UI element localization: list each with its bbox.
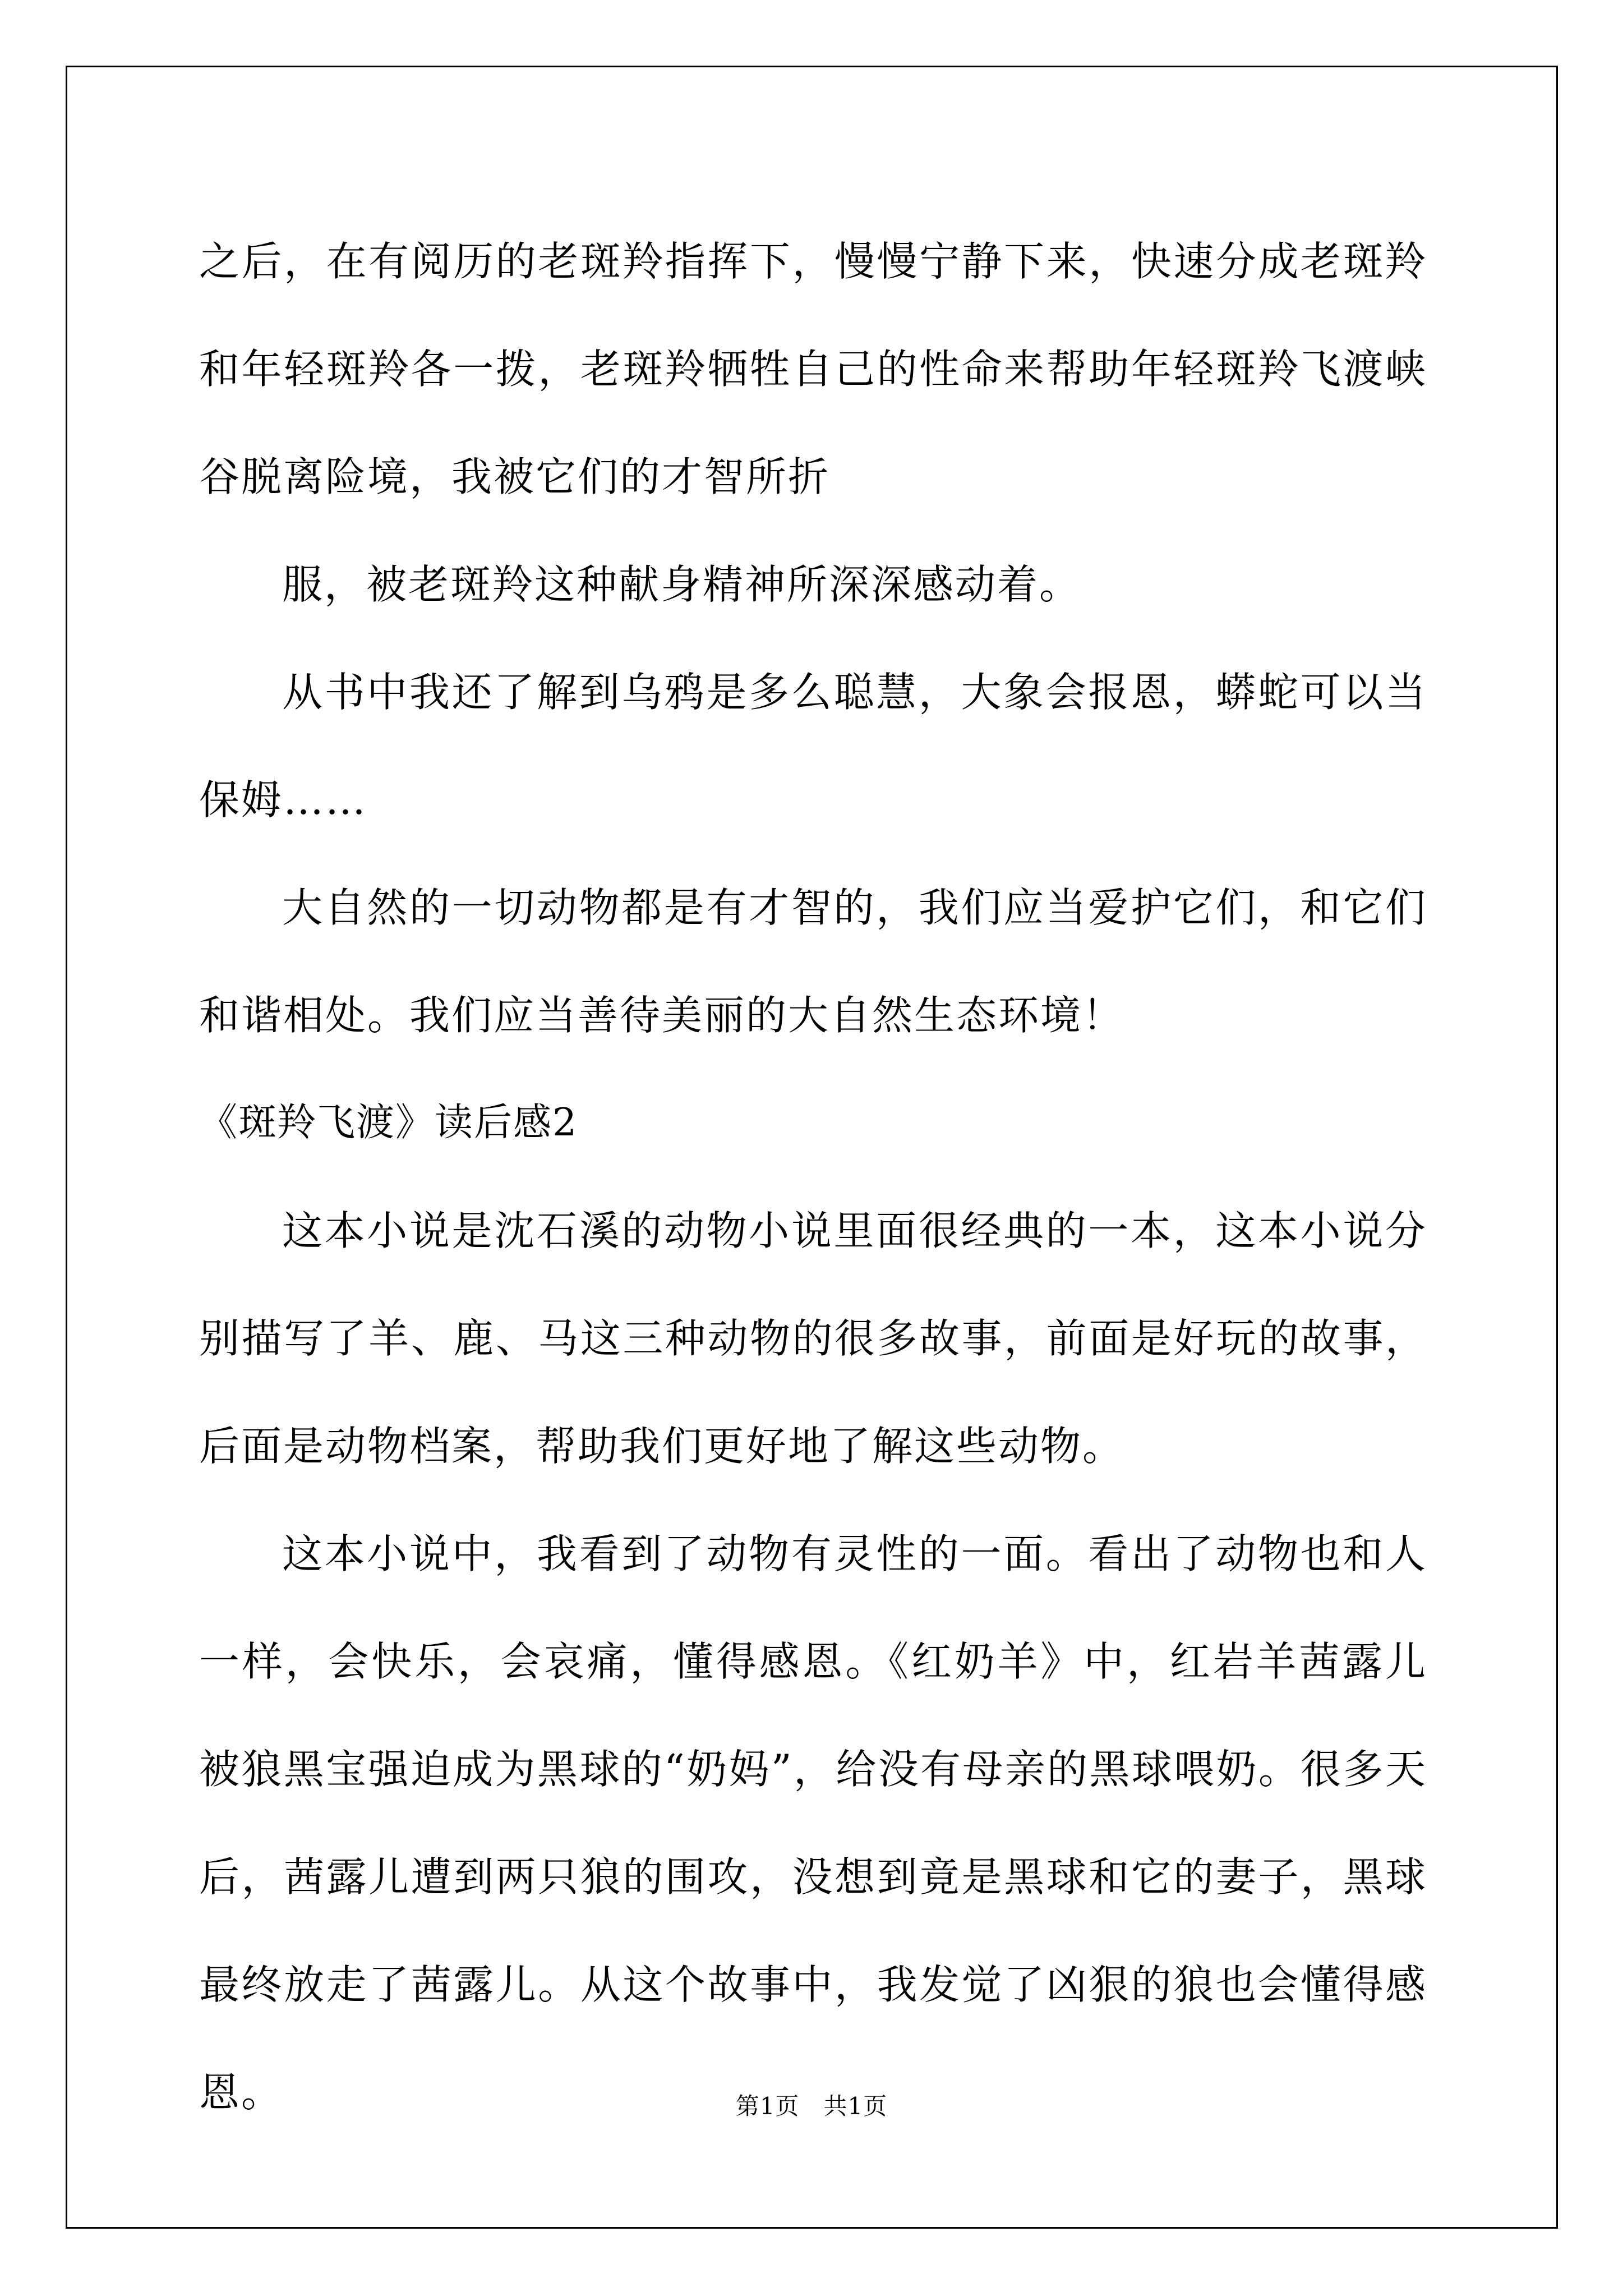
paragraph-6: 这本小说中，我看到了动物有灵性的一面。看出了动物也和人一样，会快乐，会哀痛，懂得感恩。《红奶羊》中，红岩羊茜露儿被狼黑宝强迫成为黑球的“奶妈”，给没有母亲的黑球喂奶。很多天后，茜露儿遭到两只狼的围攻，没想到竟是黑球和它的妻子，黑球最终放走了茜露儿。从这个故事中，我发觉了凶狠的狼也会懂得感恩。 (199, 1530, 1427, 2116)
paragraph-2: 服，被老斑羚这种献身精神所深深感动着。 (282, 561, 1082, 608)
section-heading: 《斑羚飞渡》读后感2 (199, 1101, 578, 1145)
paragraph-1: 之后，在有阅历的老斑羚指挥下，慢慢宁静下来，快速分成老斑羚和年轻斑羚各一拨，老斑羚牺牲自己的性命来帮助年轻斑羚飞渡峡谷脱离险境，我被它们的才智所折 (199, 238, 1427, 500)
document-body (199, 208, 1427, 2146)
paragraph-5: 这本小说是沈石溪的动物小说里面很经典的一本，这本小说分别描写了羊、鹿、马这三种动物的很多故事，前面是好玩的故事，后面是动物档案，帮助我们更好地了解这些动物。 (199, 1207, 1427, 1470)
page-footer: 第1页 共1页 (735, 2092, 888, 2120)
paragraph-4: 大自然的一切动物都是有才智的，我们应当爱护它们，和它们和谐相处。我们应当善待美丽的大自然生态环境！ (199, 884, 1427, 1039)
paragraph-3: 从书中我还了解到乌鸦是多么聪慧，大象会报恩，蟒蛇可以当保姆…… (199, 669, 1427, 823)
